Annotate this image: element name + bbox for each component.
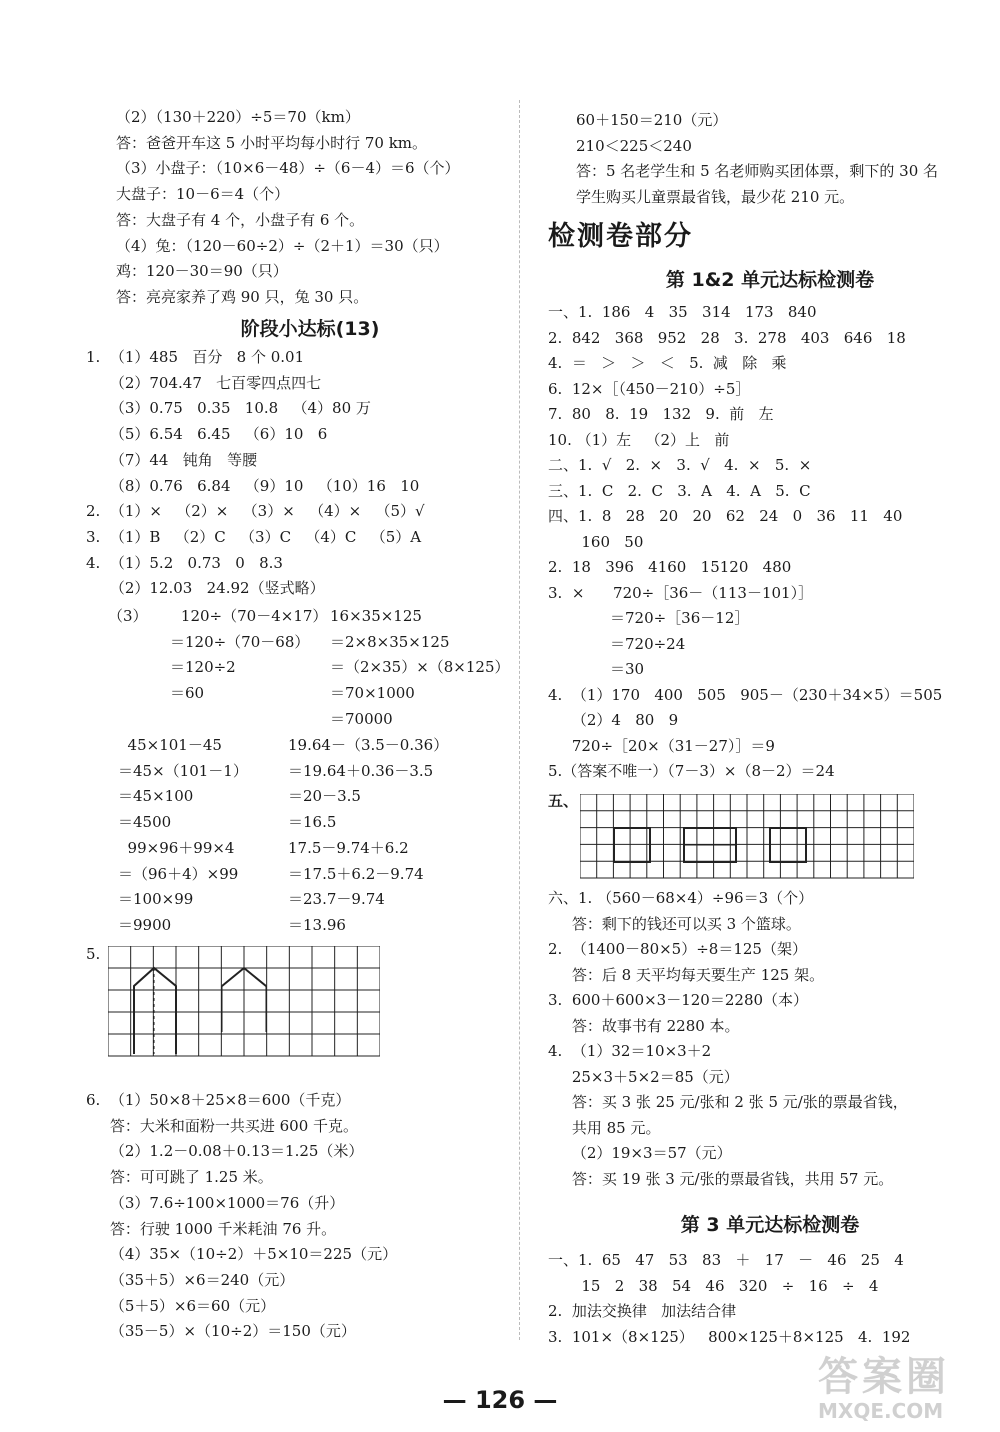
stage-lines-line: 4. （1）5.2 0.73 0 8.3 — [86, 553, 283, 572]
left-top-line: 鸡：120－30＝90（只） — [116, 262, 288, 281]
left-top-line: 答：大盘子有 4 个，小盘子有 6 个。 — [116, 210, 365, 229]
left-top-line: 大盘子：10－6＝4（个） — [116, 185, 290, 204]
unit12-lines-line: 4. （1）170 400 505 905－（230＋34×5）＝505 — [548, 685, 943, 704]
right-top-line: 答：5 名老学生和 5 名老师购买团体票，剩下的 30 名 — [576, 162, 939, 181]
calc-b-step: 16×35×125 — [330, 607, 422, 625]
calc-f-step: 17.5－9.74＋6.2 — [288, 839, 409, 857]
unit12-lines-line: 720÷［20×（31－27）］＝9 — [548, 736, 775, 755]
six-lines-line: 25×3＋5×2＝85（元） — [548, 1067, 739, 1086]
calc-a-step: （3） 120÷（70－4×17） — [108, 607, 328, 625]
q6-lines-line: （5＋5）×6＝60（元） — [86, 1296, 276, 1315]
unit3-lines-line: 一、1. 65 47 53 83 ＋ 17 － 46 25 4 — [548, 1251, 904, 1269]
unit12-lines-line: 7. 80 8. 19 132 9. 前 左 — [548, 405, 774, 423]
stage-lines-line: 3. （1）B （2）C （3）C （4）C （5）A — [86, 527, 422, 546]
unit12-lines-line: 160 50 — [548, 532, 644, 551]
calc-d-step: ＝20－3.5 — [288, 787, 361, 806]
calc-a-step: ＝120÷（70－68） — [108, 632, 310, 651]
left-top-line: （3）小盘子：（10×6－48）÷（6－4）＝6（个） — [116, 159, 460, 178]
q6-lines-line: 答：行驶 1000 千米耗油 76 升。 — [86, 1219, 337, 1238]
calc-e-step: ＝（96＋4）×99 — [118, 864, 239, 883]
six-lines-line: 4. （1）32＝10×3＋2 — [548, 1042, 712, 1060]
unit12-lines-line: 5.（答案不唯一）（7－3）×（8－2）＝24 — [548, 762, 835, 780]
unit12-lines-line: 三、1. C 2. C 3. A 4. A 5. C — [548, 481, 811, 500]
unit12-lines-line: 10. （1）左 （2）上 前 — [548, 430, 730, 449]
calc-f-step: ＝17.5＋6.2－9.74 — [288, 864, 424, 883]
calc-b-step: ＝70000 — [330, 709, 393, 728]
calc-e-step: ＝100×99 — [118, 890, 194, 909]
center-divider — [519, 100, 520, 1340]
stage-lines-line: （7）44 钝角 等腰 — [86, 450, 258, 469]
right-top-line: 210＜225＜240 — [576, 136, 692, 155]
unit3-lines-line: 15 2 38 54 46 320 ÷ 16 ÷ 4 — [548, 1276, 879, 1295]
six-lines-line: 共用 85 元。 — [548, 1118, 661, 1137]
watermark-bottom: MXQE.COM — [818, 1399, 944, 1423]
left-top-line: 答：爸爸开车这 5 小时平均每小时行 70 km。 — [116, 133, 428, 152]
calc-a-step: ＝120÷2 — [108, 658, 236, 677]
stage-lines-line: （2）704.47 七百零四点四七 — [86, 373, 322, 392]
unit12-lines-line: ＝720÷24 — [548, 634, 686, 653]
calc-c-step: ＝45×（101－1） — [118, 761, 248, 780]
section-five-label: 五、 — [548, 792, 579, 810]
q6-lines-line: （35＋5）×6＝240（元） — [86, 1270, 295, 1289]
q6-lines-line: （4）35×（10÷2）＋5×10＝225（元） — [86, 1245, 398, 1264]
right-top-line: 60＋150＝210（元） — [576, 111, 728, 129]
calc-c-step: ＝4500 — [118, 813, 172, 832]
left-grid-figure — [108, 946, 380, 1058]
right-shapes — [614, 828, 806, 862]
question-5-label: 5. — [86, 945, 101, 963]
q6-lines-line: （2）1.2－0.08＋0.13＝1.25（米） — [86, 1142, 364, 1161]
calc-f-step: ＝13.96 — [288, 916, 346, 935]
calc-d-step: 19.64－（3.5－0.36） — [288, 736, 449, 754]
q6-lines-line: 答：大米和面粉一共买进 600 千克。 — [86, 1116, 359, 1135]
calc-c-step: 45×101－45 — [118, 736, 222, 754]
stage-lines-line: （8）0.76 6.84 （9）10 （10）16 10 — [86, 476, 420, 495]
q6-lines-line: （35－5）×（10÷2）＝150（元） — [86, 1322, 356, 1341]
unit12-lines-line: 2. 18 396 4160 15120 480 — [548, 558, 792, 576]
right-grid-lines — [580, 794, 914, 878]
q6-lines-line: 答：可可跳了 1.25 米。 — [86, 1168, 273, 1187]
unit-1-2-title: 第 1&2 单元达标检测卷 — [665, 269, 875, 291]
calc-b-step: ＝70×1000 — [330, 684, 415, 703]
six-lines-line: （2）19×3＝57（元） — [548, 1144, 732, 1162]
unit12-lines-line: （2）4 80 9 — [548, 711, 679, 729]
stage-lines-line: （5）6.54 6.45 （6）10 6 — [86, 425, 328, 444]
unit12-lines-line: 一、1. 186 4 35 314 173 840 — [548, 303, 817, 321]
calc-d-step: ＝19.64＋0.36－3.5 — [288, 761, 434, 780]
six-lines-line: 答：故事书有 2280 本。 — [548, 1016, 740, 1035]
unit12-lines-line: ＝720÷［36－12］ — [548, 609, 750, 627]
left-house-shape — [134, 968, 266, 1054]
unit12-lines-line: ＝30 — [548, 660, 645, 678]
stage-lines-line: （2）12.03 24.92（竖式略） — [86, 579, 325, 598]
stage-lines-line: （3）0.75 0.35 10.8 （4）80 万 — [86, 399, 371, 418]
six-lines-line: 2. （1400－80×5）÷8＝125（架） — [548, 940, 807, 958]
unit12-lines-line: 6. 12×［（450－210）÷5］ — [548, 379, 751, 398]
q6-lines-line: 6. （1）50×8＋25×8＝600（千克） — [86, 1091, 351, 1109]
left-top-line: （2）（130＋220）÷5＝70（km） — [116, 108, 360, 126]
unit3-lines-line: 2. 加法交换律 加法结合律 — [548, 1302, 737, 1320]
six-lines-line: 六、1. （560－68×4）÷96＝3（个） — [548, 889, 814, 907]
calc-d-step: ＝16.5 — [288, 813, 337, 832]
calc-c-step: ＝45×100 — [118, 787, 194, 806]
stage-title: 阶段小达标(13) — [240, 318, 380, 340]
right-grid-figure — [580, 794, 914, 880]
unit12-lines-line: 4. ＝ ＞ ＞ ＜ 5. 减 除 乘 — [548, 354, 787, 372]
six-lines-line: 3. 600＋600×3－120＝2280（本） — [548, 991, 809, 1009]
page-number: — 126 — — [442, 1386, 558, 1414]
q6-lines-line: （3）7.6÷100×1000＝76（升） — [86, 1193, 345, 1212]
calc-f-step: ＝23.7－9.74 — [288, 890, 385, 909]
unit-3-title: 第 3 单元达标检测卷 — [680, 1214, 860, 1236]
unit12-lines-line: 二、1. √ 2. × 3. √ 4. × 5. × — [548, 456, 812, 474]
calc-e-step: 99×96＋99×4 — [118, 839, 235, 857]
six-lines-line: 答：买 19 张 3 元/张的票最省钱，共用 57 元。 — [548, 1169, 894, 1188]
section-title: 检测卷部分 — [548, 221, 693, 252]
calc-a-step: ＝60 — [108, 684, 205, 703]
watermark-logo — [818, 1355, 988, 1427]
stage-lines-line: 1. （1）485 百分 8 个 0.01 — [86, 348, 305, 366]
unit12-lines-line: 3. × 720÷［36－（113－101）］ — [548, 583, 814, 602]
left-top-line: （4）兔：（120－60÷2）÷（2＋1）＝30（只） — [116, 236, 449, 255]
calc-b-step: ＝2×8×35×125 — [330, 632, 450, 651]
calc-e-step: ＝9900 — [118, 916, 172, 935]
unit12-lines-line: 四、1. 8 28 20 20 62 24 0 36 11 40 — [548, 507, 903, 525]
watermark-top: 答案圈 — [818, 1354, 950, 1400]
six-lines-line: 答：后 8 天平均每天要生产 125 架。 — [548, 965, 825, 984]
six-lines-line: 答：买 3 张 25 元/张和 2 张 5 元/张的票最省钱， — [548, 1093, 908, 1111]
six-lines-line: 答：剩下的钱还可以买 3 个篮球。 — [548, 914, 801, 933]
stage-lines-line: 2. （1）× （2）× （3）× （4）× （5）√ — [86, 502, 425, 521]
left-top-line: 答：亮亮家养了鸡 90 只，兔 30 只。 — [116, 287, 369, 306]
left-grid-lines — [108, 946, 380, 1056]
calc-b-step: ＝（2×35）×（8×125） — [330, 658, 510, 677]
unit3-lines-line: 3. 101×（8×125） 800×125＋8×125 4. 192 — [548, 1327, 911, 1346]
unit12-lines-line: 2. 842 368 952 28 3. 278 403 646 18 — [548, 328, 906, 347]
right-top-line: 学生购买儿童票最省钱，最少花 210 元。 — [576, 188, 855, 207]
